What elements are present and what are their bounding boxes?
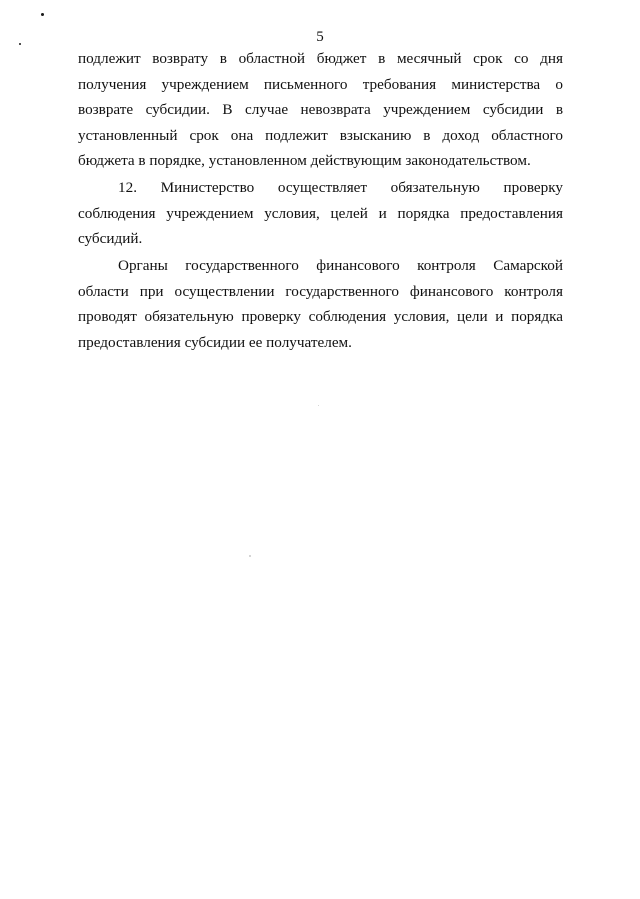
paragraph-continuation: подлежит возврату в областной бюджет в месячный срок со дня получения учреждением письменного требования министерства о возврате субсидии. В случае невозврата учреждением субсидии в установленный срок она подлежит взысканию в доход областного бюджета в порядке, установленном действующим законодательством. (78, 50, 563, 169)
paragraph-control-bodies: Органы государственного финансового контроля Самарской области при осуществлении государственного финансового контроля проводят обязательную проверку соблюдения условия, цели и порядка предоставления субсидии ее получателем. (78, 257, 563, 351)
body-text (78, 46, 563, 357)
paragraph-item-12: 12. Министерство осуществляет обязательную проверку соблюдения учреждением условия, целей и порядка предоставления субсидий. (78, 179, 563, 247)
scan-speck (318, 405, 319, 406)
page-number: 5 (316, 29, 324, 45)
scan-speck (41, 13, 44, 16)
scan-speck (249, 555, 251, 557)
